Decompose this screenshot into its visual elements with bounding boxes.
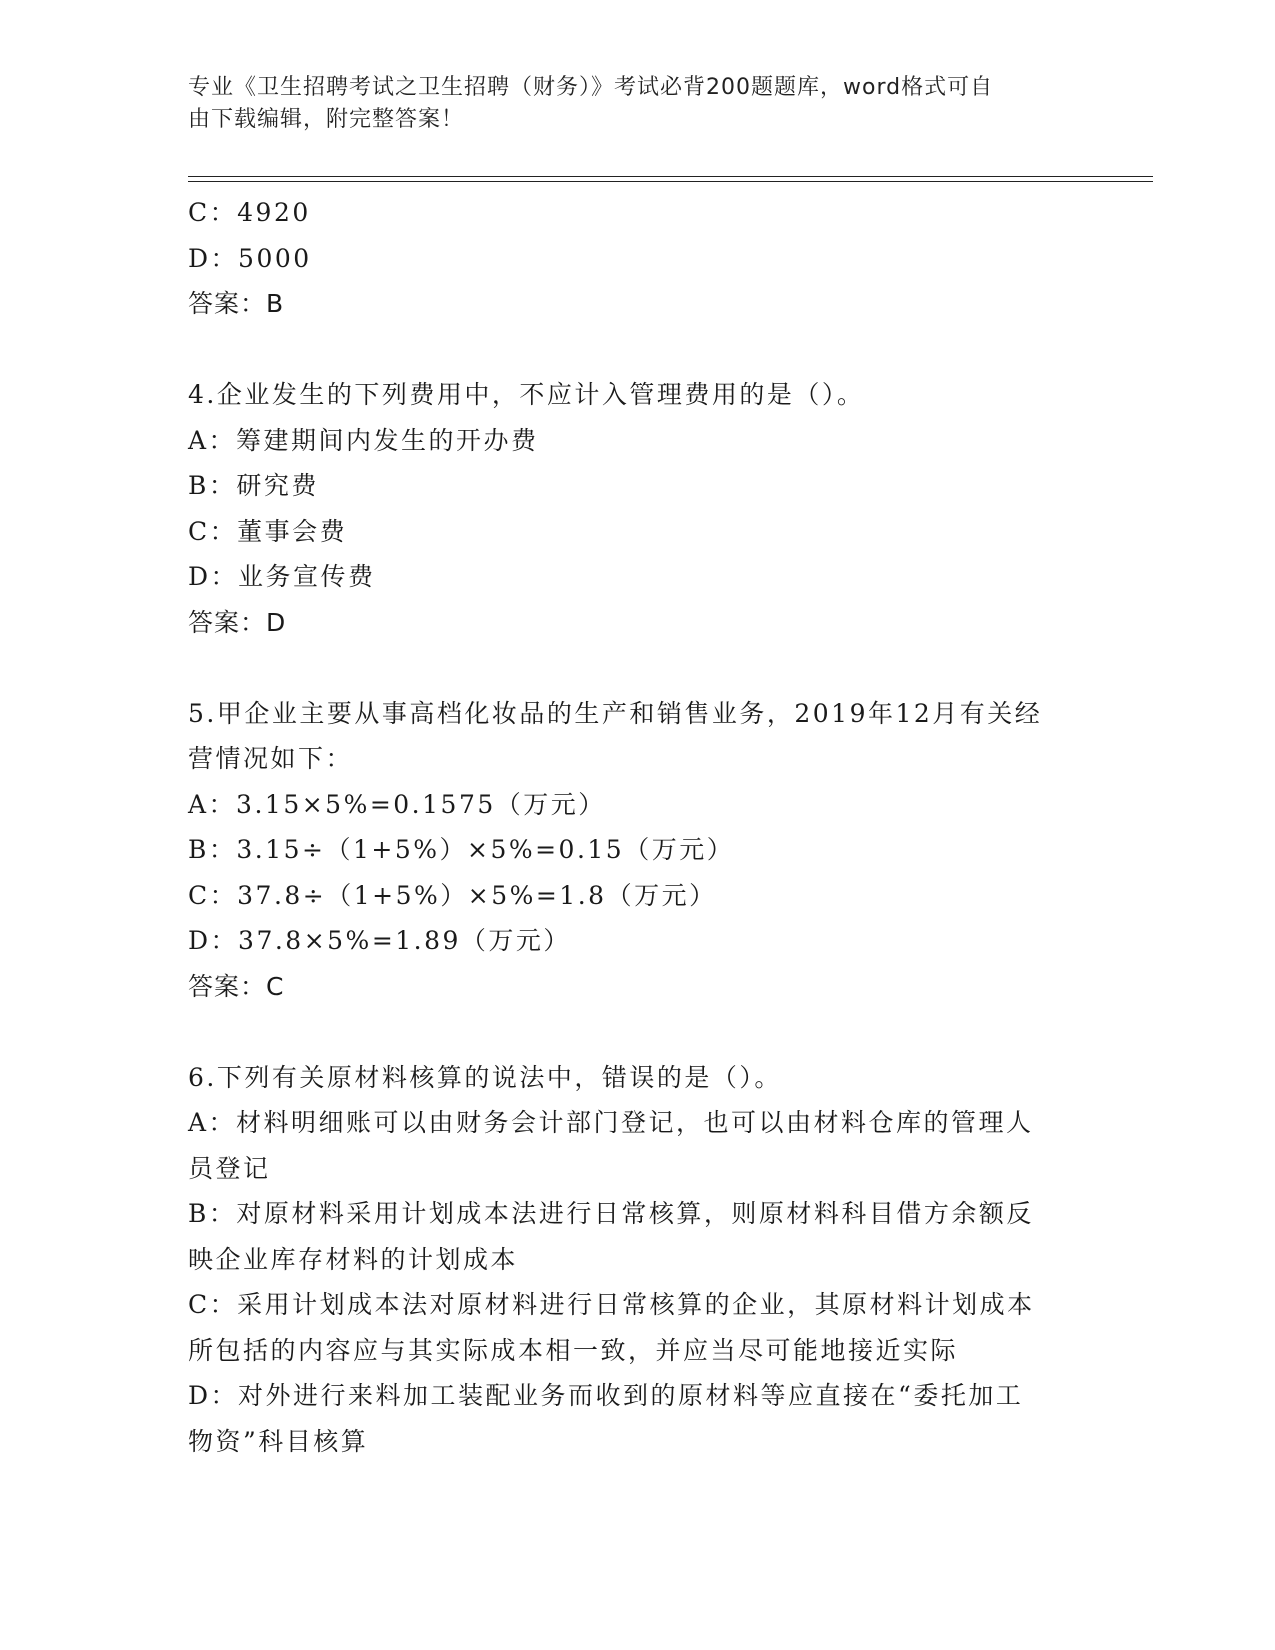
spacer <box>188 1009 1088 1055</box>
option-c: C：4920 <box>188 198 311 227</box>
question-stem-line-2: 营情况如下： <box>188 744 354 773</box>
question-stem-line-1: 5.甲企业主要从事高档化妆品的生产和销售业务，2019年12月有关经 <box>188 698 1043 728</box>
header-divider-top <box>188 176 1153 177</box>
question-stem: 4.企业发生的下列费用中，不应计入管理费用的是（）。 <box>188 380 865 409</box>
question-4 <box>188 372 1088 645</box>
spacer <box>188 645 1088 691</box>
question-3 <box>188 190 1088 327</box>
spacer <box>188 327 1088 373</box>
option-b-line-1: B：对原材料采用计划成本法进行日常核算，则原材料科目借方余额反 <box>188 1199 1034 1228</box>
question-5 <box>188 691 1088 1010</box>
question-6 <box>188 1055 1088 1465</box>
header-title-line-1: 专业《卫生招聘考试之卫生招聘（财务）》考试必背200题题库，word格式可自 <box>188 75 994 100</box>
option-d: D：37.8×5%=1.89（万元） <box>188 926 571 955</box>
option-a-line-2: 员登记 <box>188 1153 271 1183</box>
option-a: A：3.15×5%=0.1575（万元） <box>188 789 606 819</box>
question-stem: 6.下列有关原材料核算的说法中，错误的是（）。 <box>188 1062 782 1092</box>
option-b: B：研究费 <box>188 471 319 500</box>
option-a-line-1: A：材料明细账可以由财务会计部门登记，也可以由材料仓库的管理人 <box>188 1108 1034 1137</box>
option-d: D：业务宣传费 <box>188 562 376 591</box>
option-d: D：5000 <box>188 243 312 273</box>
option-c: C：37.8÷（1+5%）×5%=1.8（万元） <box>188 880 717 910</box>
question-list <box>188 190 1088 1464</box>
option-c-line-1: C：采用计划成本法对原材料进行日常核算的企业，其原材料计划成本 <box>188 1290 1035 1319</box>
option-c: C：董事会费 <box>188 516 348 546</box>
option-a: A：筹建期间内发生的开办费 <box>188 425 539 455</box>
option-b-line-2: 映企业库存材料的计划成本 <box>188 1244 519 1274</box>
answer-line: 答案：C <box>188 971 285 1001</box>
option-b: B：3.15÷（1+5%）×5%=0.15（万元） <box>188 835 735 864</box>
header-divider-bottom <box>188 181 1153 182</box>
option-c-line-2: 所包括的内容应与其实际成本相一致，并应当尽可能地接近实际 <box>188 1335 959 1365</box>
option-d-line-2: 物资”科目核算 <box>188 1426 369 1456</box>
header-title-line-2: 由下载编辑，附完整答案！ <box>188 107 465 132</box>
document-header <box>188 72 1088 136</box>
answer-line: 答案：B <box>188 289 285 318</box>
option-d-line-1: D：对外进行来料加工装配业务而收到的原材料等应直接在“委托加工 <box>188 1381 1024 1410</box>
answer-line: 答案：D <box>188 607 287 637</box>
